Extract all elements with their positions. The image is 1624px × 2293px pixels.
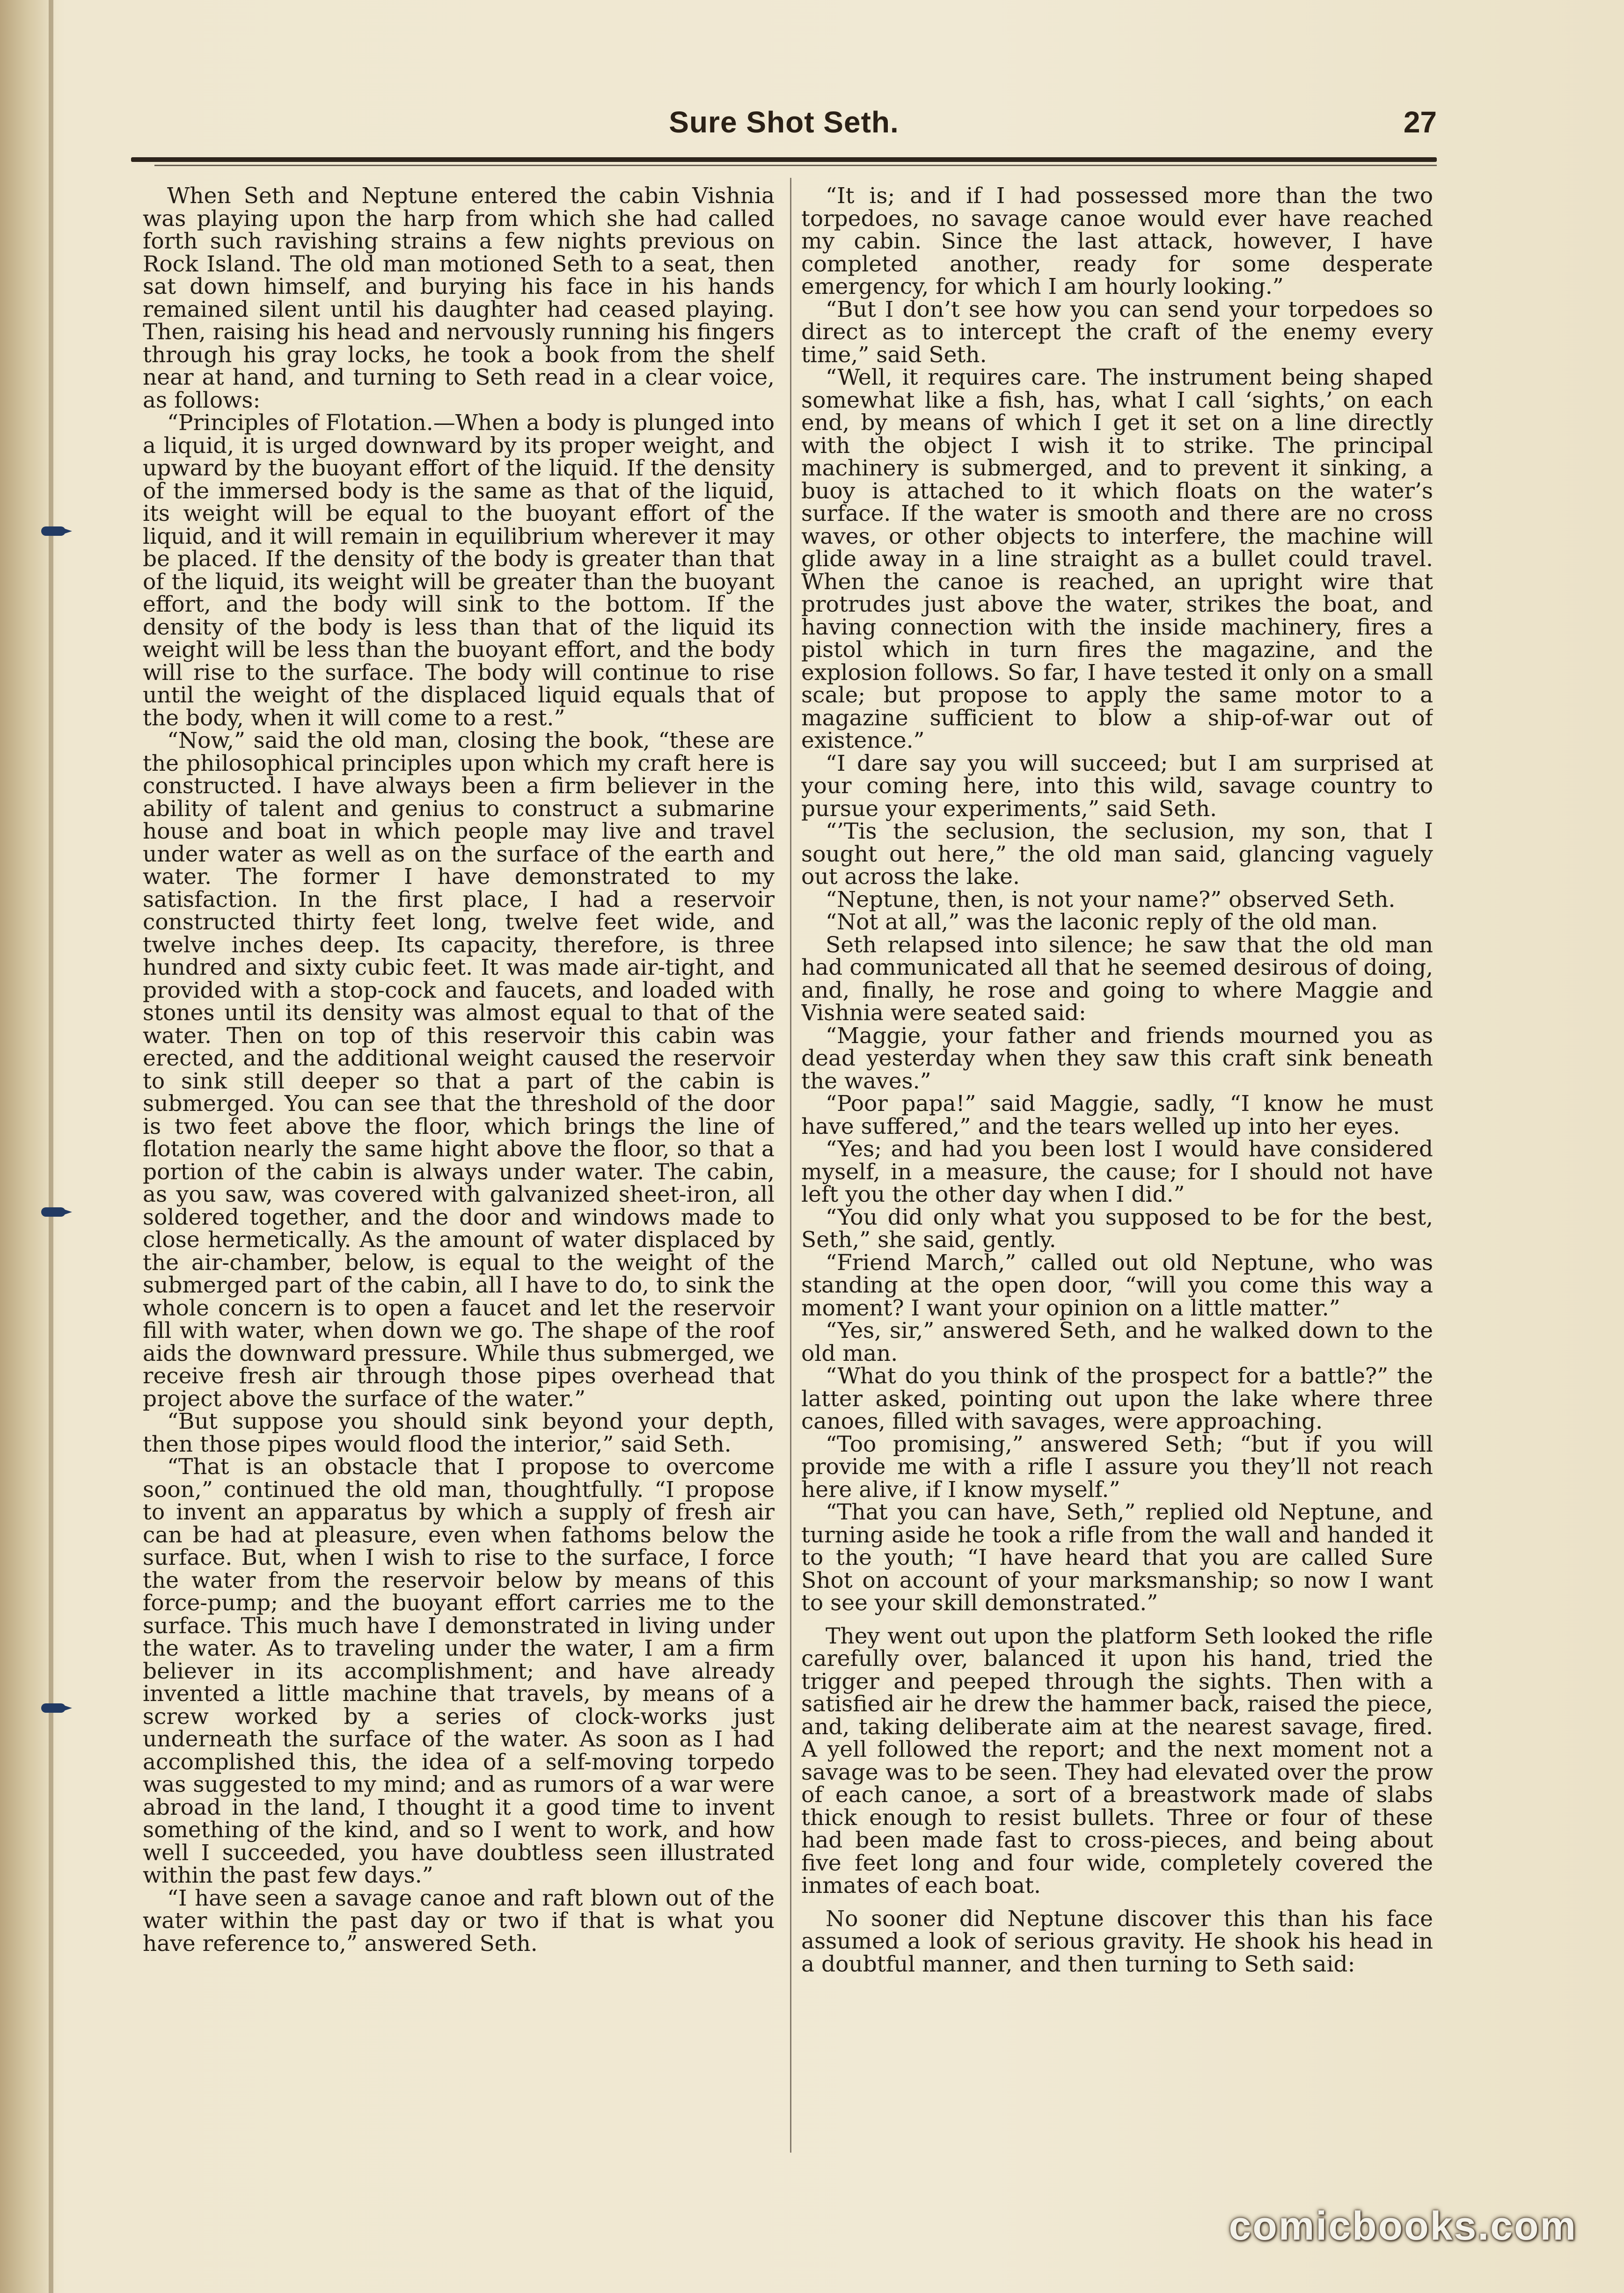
paragraph: “Poor papa!” said Maggie, sadly, “I know he must have suffered,” and the tears welled up into her eyes. xyxy=(801,1091,1433,1139)
paragraph: “That is an obstacle that I propose to overcome soon,” continued the old man, thoughtfully. “I propose to invent an apparatus by which a supply of fresh air can be had at pleasure, even when fathoms below the surface. But, when I wish to rise to the surface, I force the water from the reservoir below by means of this force-pump; and the buoyant effort carries me to the surface. This much have I demonstrated in living under the water. As to traveling under the water, I am a firm believer in its accomplishment; and have already invented a little machine that travels, by means of a screw worked by a series of clock-works just underneath the surface of the water. As soon as I had accomplished this, the idea of a self-moving torpedo was suggested to my mind; and as rumors of a war were abroad in the land, I thought it a good time to invent something of the kind, and so I went to work, and how well I succeeded, you have doubtless seen illustrated within the past few days.” xyxy=(143,1454,775,1888)
paragraph: “What do you think of the prospect for a battle?” the latter asked, pointing out upon the lake where three canoes, filled with savages, were approaching. xyxy=(801,1363,1433,1434)
paragraph: “Principles of Flotation.—When a body is plunged into a liquid, it is urged downward by its proper weight, and upward by the buoyant effort of the liquid. If the density of the immersed body is the same as that of the liquid, its weight will be equal to the buoyant effort of the liquid, and it will remain in equilibrium wherever it may be placed. If the density of the body is greater than that of the liquid, its weight will be greater than the buoyant effort, and the body will sink to the bottom. If the density of the body is less than that of the liquid its weight will be less than the buoyant effort, and the body will rise to the surface. The body will continue to rise until the weight of the displaced liquid equals that of the body, when it will come to a rest.” xyxy=(143,410,775,731)
page-header xyxy=(131,94,1437,150)
paragraph: No sooner did Neptune discover this than his face assumed a look of serious gravity. He shook his head in a doubtful manner, and then turning to Seth said: xyxy=(801,1906,1433,1977)
paragraph: “Now,” said the old man, closing the book, “these are the philosophical principles upon which my craft here is constructed. I have always been a firm believer in the ability of talent and genius to construct a submarine house and boat in which people may live and travel under water as well as on the surface of the earth and water. The former I have demonstrated to my satisfaction. In the first place, I had a reservoir constructed thirty feet long, twelve feet wide, and twelve inches deep. Its capacity, therefore, is three hundred and sixty cubic feet. It was made air-tight, and provided with a stop-cock and faucets, and loaded with stones until its density was almost equal to that of the water. Then on top of this reservoir this cabin was erected, and the additional weight caused the reservoir to sink still deeper so that a part of the cabin is submerged. You can see that the threshold of the door is two feet above the floor, which brings the line of flotation nearly the same hight above the floor, so that a portion of the cabin is always under water. The cabin, as you saw, was covered with galvanized sheet-iron, all soldered together, and the door and windows made to close hermetically. As the amount of water displaced by the air-chamber, below, is equal to the weight of the submerged part of the cabin, all I have to do, to sink the whole concern is to open a faucet and let the reservoir fill with water, when down we go. The shape of the roof aids the downward pressure. While thus submerged, we receive fresh air through those pipes overhead that project above the surface of the water.” xyxy=(143,728,775,1412)
header-rule xyxy=(131,157,1437,162)
staple-icon xyxy=(41,1207,66,1217)
paragraph: “It is; and if I had possessed more than the two torpedoes, no savage canoe would ever have reached my cabin. Since the last attack, however, I have completed another, ready for some desperate emergency, for which I am hourly looking.” xyxy=(801,185,1433,299)
running-title: Sure Shot Seth. xyxy=(669,105,899,139)
binding-edge xyxy=(49,0,53,2293)
paragraph: “Not at all,” was the laconic reply of the old man. xyxy=(826,909,1378,935)
column-divider xyxy=(790,178,791,2153)
header-rule-thin xyxy=(154,165,1437,166)
page-gutter xyxy=(0,0,56,2293)
paragraph: “Maggie, your father and friends mourned you as dead yesterday when they saw this craft sink beneath the waves.” xyxy=(801,1022,1433,1094)
paragraph: “I have seen a savage canoe and raft blown out of the water within the past day or two if that is what you have reference to,” answered Seth. xyxy=(143,1885,775,1957)
page-number: 27 xyxy=(1403,105,1437,139)
right-column xyxy=(801,185,1433,2155)
paragraph: Seth relapsed into silence; he saw that the old man had communicated all that he seemed desirous of doing, and, finally, he rose and going to where Maggie and Vishnia were seated said: xyxy=(801,932,1433,1026)
paragraph: “’Tis the seclusion, the seclusion, my son, that I sought out here,” the old man said, glancing vaguely out across the lake. xyxy=(801,818,1433,890)
paragraph: They went out upon the platform Seth looked the rifle carefully over, balanced it upon his hand, tried the trigger and peeped through the sights. Then with a satisfied air he drew the hammer back, raised the piece, and, taking deliberate aim at the nearest savage, fired. A yell followed the report; and the next moment not a savage was to be seen. They had elevated over the prow of each canoe, a sort of a breastwork made of slabs thick enough to resist bullets. Three or four of these had been made fast to cross-pieces, and being about five feet long and four wide, completely covered the inmates of each boat. xyxy=(801,1623,1433,1899)
paragraph: When Seth and Neptune entered the cabin Vishnia was playing upon the harp from which she had called forth such ravishing strains a few nights previous on Rock Island. The old man motioned Seth to a seat, then sat down himself, and burying his face in his hands remained silent until his daughter had ceased playing. Then, raising his head and nervously running his fingers through his gray locks, he took a book from the shelf near at hand, and turning to Seth read in a clear voice, as follows: xyxy=(143,185,775,413)
paragraph: “Yes; and had you been lost I would have considered myself, in a measure, the cause; for I should not have left you the other day when I did.” xyxy=(801,1136,1433,1207)
staple-icon xyxy=(41,526,66,536)
paragraph: “That you can have, Seth,” replied old Neptune, and turning aside he took a rifle from the wall and handed it to the youth; “I have heard that you are called Sure Shot on account of your marksmanship; so now I want to see your skill demonstrated.” xyxy=(801,1499,1433,1616)
paragraph: “Friend March,” called out old Neptune, who was standing at the open door, “will you come this way a moment? I want your opinion on a little matter.” xyxy=(801,1249,1433,1321)
paragraph: “You did only what you supposed to be for the best, Seth,” she said, gently. xyxy=(801,1204,1433,1253)
paragraph: “Well, it requires care. The instrument being shaped somewhat like a fish, has, what I call ‘sights,’ on each end, by means of which I get it set on a line directly with the object I wish it to strike. The principal machinery is submerged, and to prevent it sinking, a buoy is attached to it which floats on the water’s surface. If the water is smooth and there are no cross waves, or other objects to interfere, the machine will glide away in a line straight as a bullet could travel. When the canoe is reached, an upright wire that protrudes just above the water, strikes the boat, and having connection with the inside machinery, fires a pistol which in turn fires the magazine, and the explosion follows. So far, I have tested it only on a small scale; but propose to apply the same motor to a magazine sufficient to blow a ship-of-war out of existence.” xyxy=(801,365,1433,753)
watermark: comicbooks.com xyxy=(1229,2204,1577,2249)
left-column xyxy=(143,185,775,2155)
paragraph: “Neptune, then, is not your name?” observed Seth. xyxy=(826,886,1396,913)
staple-icon xyxy=(41,1703,66,1713)
paragraph: “Yes, sir,” answered Seth, and he walked down to the old man. xyxy=(801,1318,1433,1366)
paragraph: “But suppose you should sink beyond your depth, then those pipes would flood the interior,” said Seth. xyxy=(143,1409,775,1457)
paragraph: “But I don’t see how you can send your torpedoes so direct as to intercept the craft of the enemy every time,” said Seth. xyxy=(801,296,1433,368)
paragraph: “Too promising,” answered Seth; “but if you will provide me with a rifle I assure you they’ll not reach here alive, if I know myself.” xyxy=(801,1431,1433,1503)
paragraph: “I dare say you will succeed; but I am surprised at your coming here, into this wild, savage country to pursue your experiments,” said Seth. xyxy=(801,750,1433,822)
